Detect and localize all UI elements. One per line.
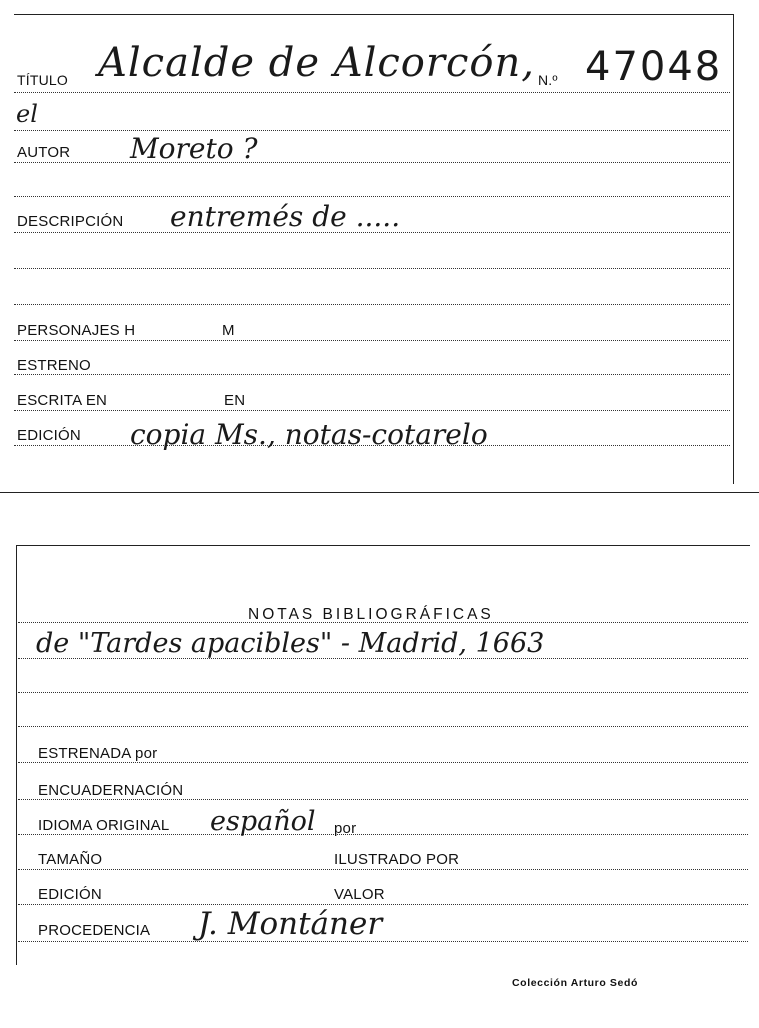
notes-line-value: de "Tardes apacibles" - Madrid, 1663 — [36, 628, 545, 659]
tamano-row-line — [18, 869, 748, 870]
notes-line-1 — [18, 622, 748, 623]
idioma-row-line — [18, 834, 748, 835]
numero-label: N.º — [538, 72, 558, 88]
edicion-back-label: EDICIÓN — [38, 886, 102, 903]
notes-line-2 — [18, 658, 748, 659]
edicion-label: EDICIÓN — [17, 427, 81, 444]
autor-label: AUTOR — [17, 144, 71, 161]
titulo-label: TÍTULO — [17, 72, 68, 88]
notas-bibliograficas-heading: NOTAS BIBLIOGRÁFICAS — [248, 606, 494, 623]
estreno-row-line — [14, 374, 730, 375]
idioma-original-label: IDIOMA ORIGINAL — [38, 817, 170, 834]
autor-value: Moreto ? — [130, 132, 258, 165]
titulo-articulo-value: el — [16, 100, 38, 128]
blank-line-3 — [14, 304, 730, 305]
coleccion-footer: Colección Arturo Sedó — [512, 977, 638, 989]
procedencia-value: J. Montáner — [198, 906, 383, 942]
title-continuation-line — [14, 130, 730, 131]
procedencia-row-line — [18, 941, 748, 942]
notes-line-3 — [18, 692, 748, 693]
encuadernacion-row-line — [18, 799, 748, 800]
edicion-back-row-line — [18, 904, 748, 905]
title-row-line — [14, 92, 730, 93]
encuadernacion-label: ENCUADERNACIÓN — [38, 782, 184, 799]
escrita-en-label: ESCRITA EN — [17, 392, 108, 409]
numero-value: 47048 — [585, 44, 723, 90]
escrita-en-2-label: EN — [224, 392, 246, 409]
tamano-label: TAMAÑO — [38, 851, 103, 868]
notes-line-4 — [18, 726, 748, 727]
idioma-original-value: español — [210, 806, 316, 837]
escrita-row-line — [14, 410, 730, 411]
titulo-value: Alcalde de Alcorcón, — [98, 40, 535, 86]
blank-line-2 — [14, 268, 730, 269]
estreno-label: ESTRENO — [17, 357, 91, 374]
descripcion-value: entremés de ..... — [170, 200, 401, 233]
personajes-h-label: PERSONAJES H — [17, 322, 136, 339]
personajes-m-label: M — [222, 322, 235, 339]
valor-label: VALOR — [334, 886, 385, 903]
card-divider — [0, 492, 759, 493]
personajes-row-line — [14, 340, 730, 341]
estrenada-row-line — [18, 762, 748, 763]
estrenada-por-label: ESTRENADA por — [38, 745, 158, 762]
descripcion-label: DESCRIPCIÓN — [17, 213, 124, 230]
idioma-por-label: por — [334, 820, 357, 837]
edicion-value: copia Ms., notas-cotarelo — [130, 418, 488, 451]
ilustrado-por-label: ILUSTRADO POR — [334, 851, 460, 868]
blank-line-1 — [14, 196, 730, 197]
author-row-line — [14, 162, 730, 163]
procedencia-label: PROCEDENCIA — [38, 922, 151, 939]
